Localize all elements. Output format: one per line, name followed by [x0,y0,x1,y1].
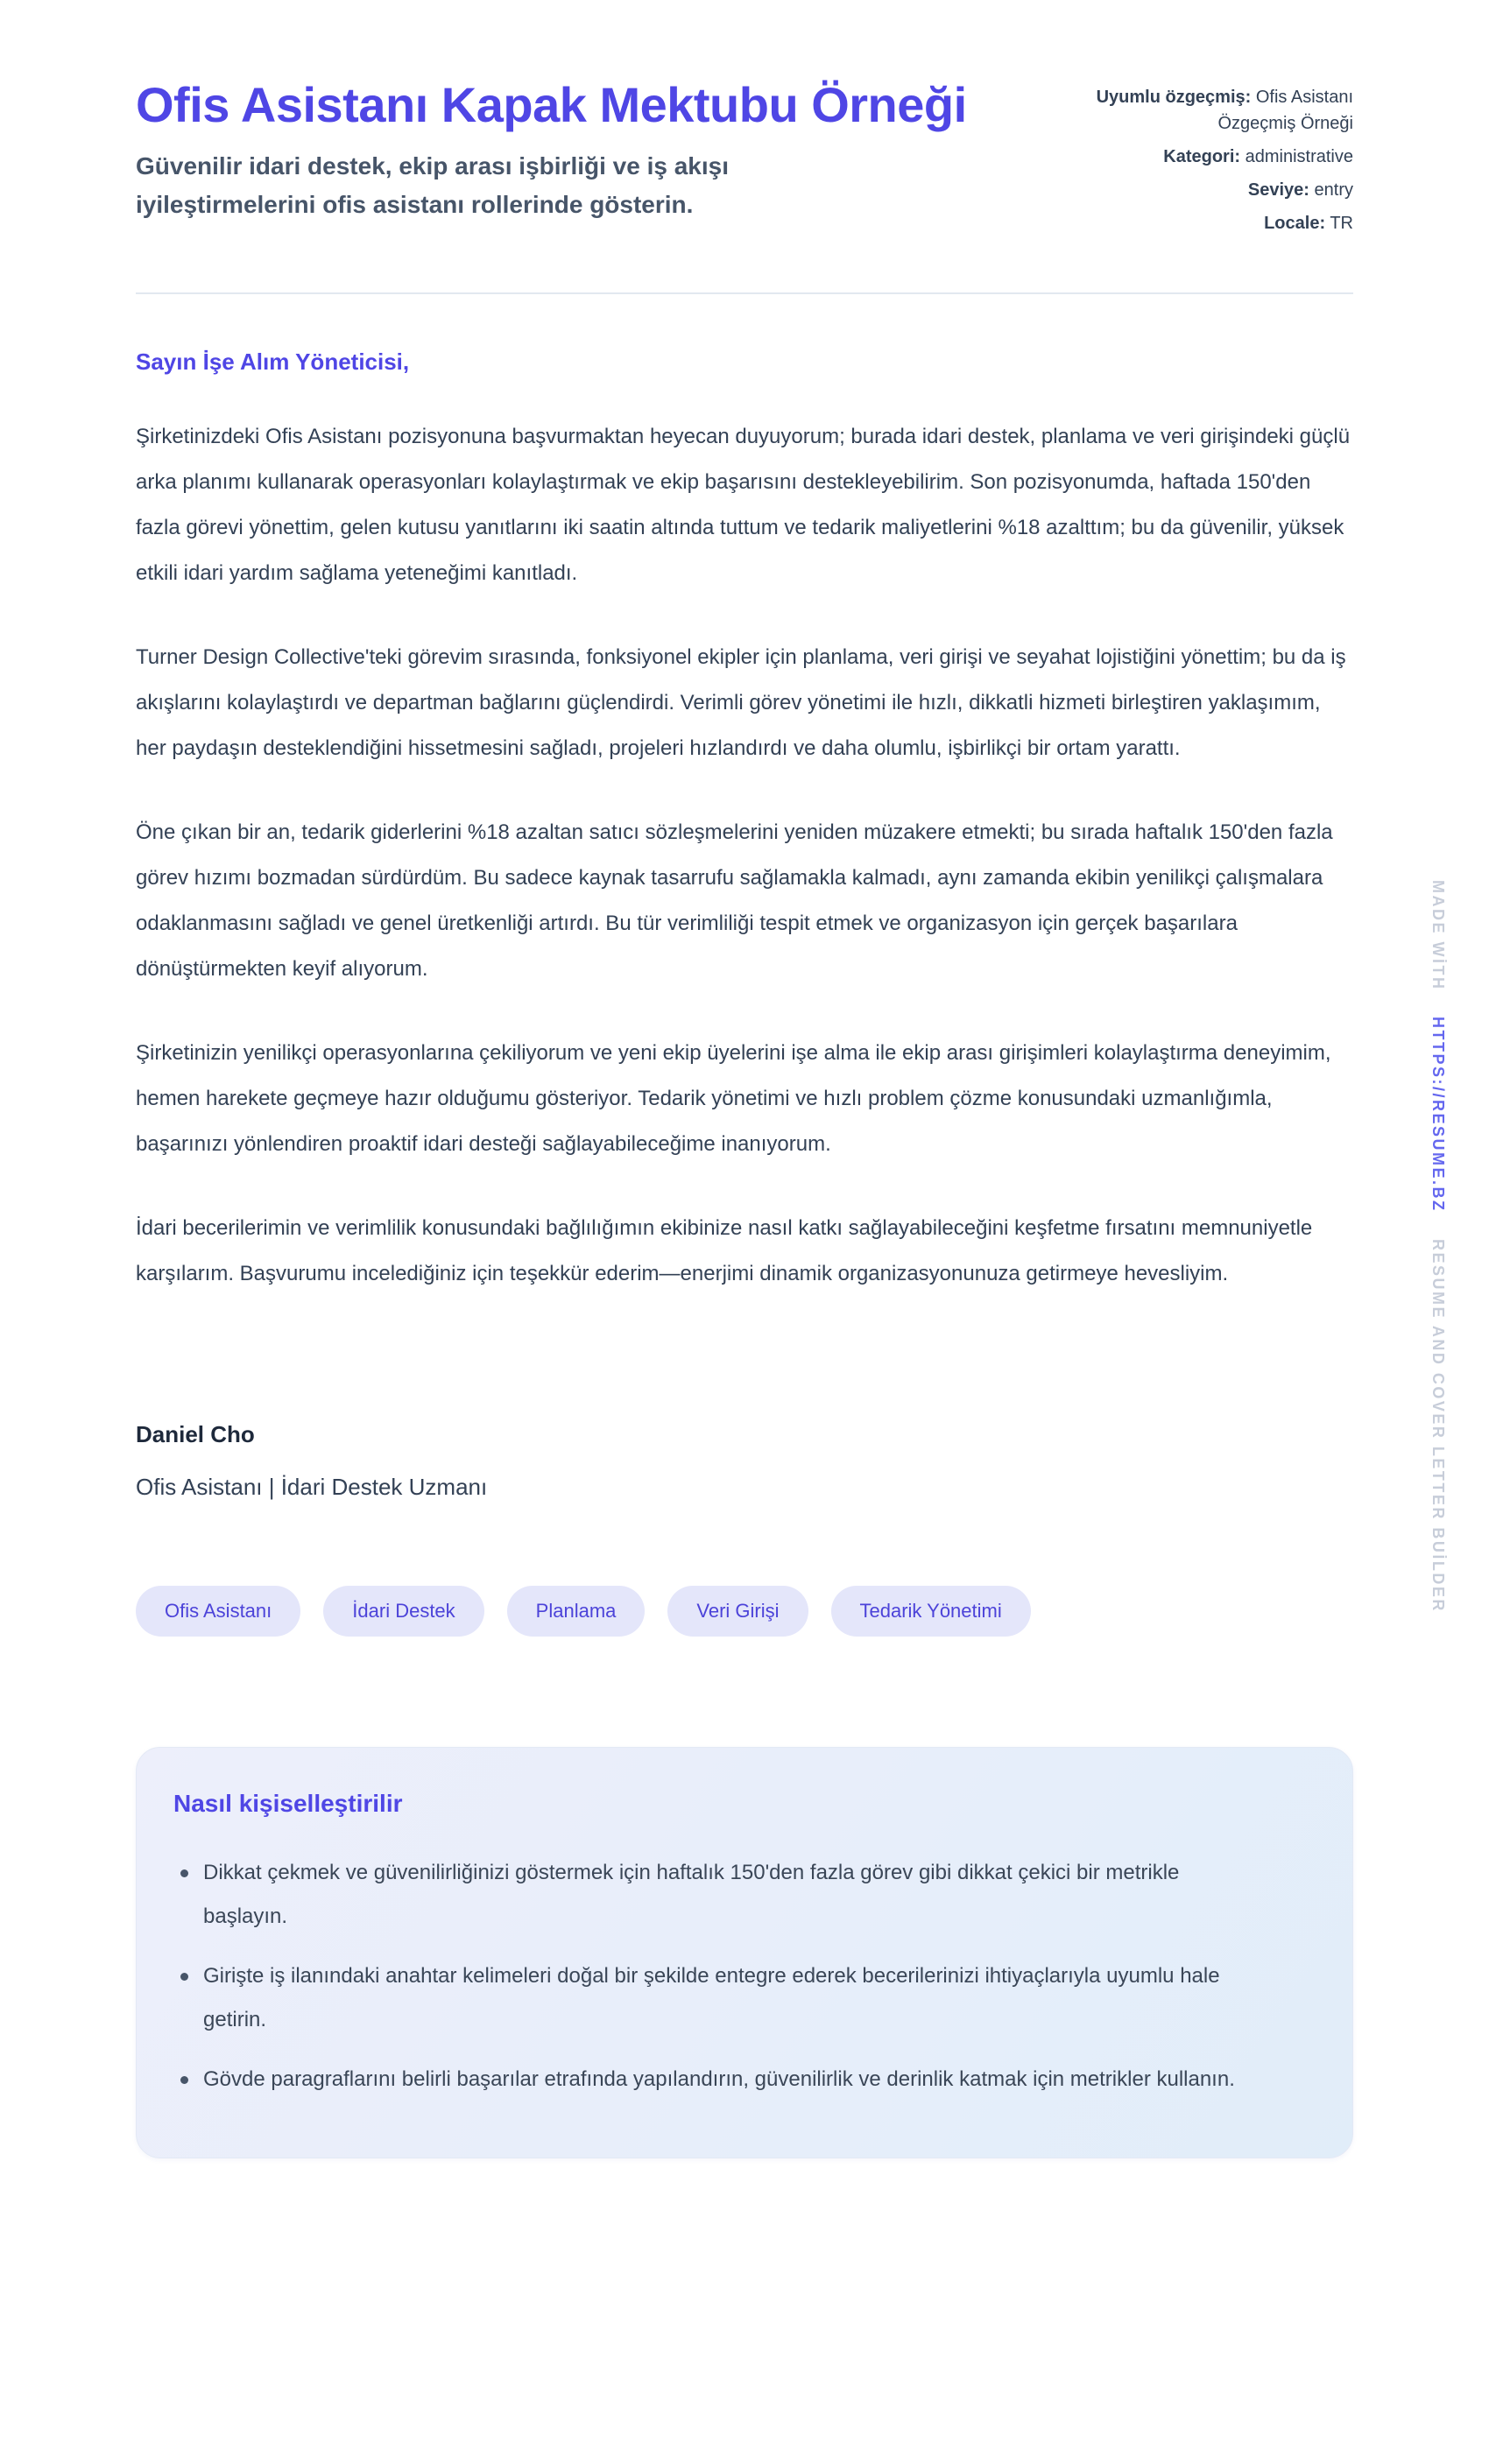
tag-pill[interactable]: Ofis Asistanı [136,1586,300,1637]
letter-paragraph: Öne çıkan bir an, tedarik giderlerini %18 azaltan satıcı sözleşmelerini yeniden müzakere etmekti; bu sırada haftalık 150'den fazla görev hızımı bozmadan sürdürdüm. Bu sadece kaynak tasarrufu sağlamakla kalmadı, aynı zamanda ekibin yenilikçi çalışmalara odaklanmasını sağladı ve genel üretkenliği artırdı. Bu tür verimliliği tespit etmek ve organizasyon için gerçek başarılara dönüştürmekten keyif alıyorum. [136,820,1333,981]
meta-value: TR [1330,214,1353,233]
signature-role: Ofis Asistanı | İdari Destek Uzmanı [136,1474,488,1500]
tip-text: Girişte iş ilanındaki anahtar kelimeleri doğal bir şekilde entegre ederek becerilerinizi ihtiyaçlarıyla uyumlu hale getirin. [203,1964,1220,2031]
header-title-block [136,77,994,224]
tip-text: Dikkat çekmek ve güvenilirliğinizi göstermek için haftalık 150'den fazla görev gibi dikkat çekici bir metrikle başlayın. [203,1861,1180,1928]
signature-block [136,1419,1353,1502]
meta-item [1075,144,1353,170]
tag-pill[interactable]: Tedarik Yönetimi [831,1586,1031,1637]
tip-item [173,1851,1260,1939]
watermark-prefix: MADE WİTH [1429,880,1447,991]
meta-label: Uyumlu özgeçmiş: [1096,88,1252,107]
content-container [136,0,1353,2158]
tips-card-title: Nasıl kişiselleştirilir [173,1790,403,1817]
page-subtitle: Güvenilir idari destek, ekip arası işbirliği ve iş akışı iyileştirmelerini ofis asistanı rollerinde gösterin. [136,152,729,218]
signature-name: Daniel Cho [136,1421,255,1447]
bullet-dot-icon [180,1973,188,1981]
tag-pill[interactable]: Veri Girişi [667,1586,808,1637]
meta-value: entry [1314,180,1353,200]
tip-text: Gövde paragraflarını belirli başarılar etrafında yapılandırın, güvenilirlik ve derinlik katmak için metrikler kullanın. [203,2067,1235,2091]
letter-paragraph: İdari becerilerimin ve verimlilik konusundaki bağlılığımın ekibinize nasıl katkı sağlayabileceğini keşfetme fırsatını memnuniyetle karşılarım. Başvurumu incelediğiniz için teşekkür ederim—enerjimi dinamik organizasyonunuza getirmeye hevesliyim. [136,1216,1313,1285]
cover-letter-body [136,348,1353,1502]
meta-label: Seviye: [1247,180,1309,200]
watermark-link[interactable]: HTTPS://RESUME.BZ [1429,1017,1447,1213]
bullet-dot-icon [180,2076,188,2084]
tag-pill[interactable]: İdari Destek [323,1586,483,1637]
meta-item [1075,210,1353,236]
letter-paragraph: Şirketinizdeki Ofis Asistanı pozisyonuna başvurmaktan heyecan duyuyorum; burada idari destek, planlama ve veri girişindeki güçlü arka planımı kullanarak operasyonları kolaylaştırmak ve ekip başarısını destekleyebilirim. Son pozisyonumda, haftada 150'den fazla görevi yönettim, gelen kutusu yanıtlarını iki saatin altında tuttum ve tedarik maliyetlerini %18 azalttım; bu da güvenilir, yüksek etkili idari yardım sağlama yeteneğimi kanıtladı. [136,425,1351,585]
meta-label: Kategori: [1163,147,1241,166]
meta-value: administrative [1245,147,1353,166]
watermark [1429,880,1447,1613]
header-meta-block [1075,77,1353,243]
tip-item [173,2058,1260,2101]
meta-item [1075,177,1353,203]
tag-pill[interactable]: Planlama [507,1586,646,1637]
tags-row [136,1586,1353,1637]
meta-item [1075,84,1353,137]
letter-paragraph: Turner Design Collective'teki görevim sırasında, fonksiyonel ekipler için planlama, veri girişi ve seyahat lojistiğini yönettim; bu da iş akışlarını kolaylaştırdı ve departman bağlarını güçlendirdi. Verimli görev yönetimi ile hızlı, dikkatli hizmeti birleştiren yaklaşımım, her paydaşın desteklendiğini hissetmesini sağladı, projeleri hızlandırdı ve daha olumlu, işbirlikçi bir ortam yarattı. [136,645,1346,760]
letter-greeting: Sayın İşe Alım Yöneticisi, [136,348,410,375]
watermark-suffix: RESUME AND COVER LETTER BUİLDER [1429,1239,1447,1613]
header-divider [136,292,1353,294]
tips-list [173,1851,1303,2101]
bullet-dot-icon [180,1869,188,1877]
tip-item [173,1954,1260,2042]
meta-value: Ofis Asistanı Özgeçmiş Örneği [1217,88,1353,133]
letter-paragraph: Şirketinizin yenilikçi operasyonlarına çekiliyorum ve yeni ekip üyelerini işe alma ile ekip arası girişimleri kolaylaştırma deneyimim, hemen harekete geçmeye hazır olduğumu gösteriyor. Tedarik yönetimi ve hızlı problem çözme konusundaki uzmanlığımla, başarınızı yönlendiren proaktif idari desteği sağlayabileceğime inanıyorum. [136,1041,1331,1156]
meta-label: Locale: [1264,214,1326,233]
page-title: Ofis Asistanı Kapak Mektubu Örneği [136,77,967,132]
page-header [136,77,1353,243]
tips-card [136,1747,1353,2158]
